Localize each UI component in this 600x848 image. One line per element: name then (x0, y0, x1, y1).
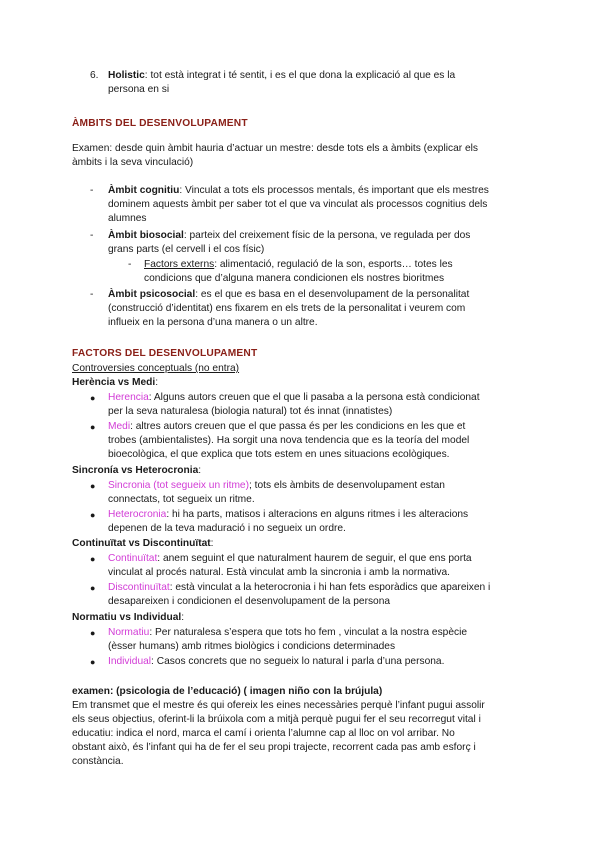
colon: : (155, 377, 159, 388)
discontinuitat-term: Discontinuïtat (108, 582, 170, 593)
herencia-term: Herencia (108, 392, 149, 403)
continuitat-title-text: Continuïtat vs Discontinuïtat (72, 538, 211, 549)
medi-term: Medi (108, 421, 131, 432)
heterocronia-item (108, 508, 528, 536)
medi-item (108, 420, 528, 462)
colon: : (181, 612, 185, 623)
individual-item (108, 655, 528, 669)
exam-answer-line-4: obstant això, és l’infant qui ha de fer el seu propi trajecte, recorrent cada pas amb esforç i (72, 742, 476, 753)
exam-answer-line-5: constància. (72, 756, 124, 767)
herencia-text-2: per la seva naturalesa (biologia natural) tot és innat (innatistes) (108, 406, 393, 417)
herencia-title-text: Herència vs Medi (72, 377, 156, 388)
ambit-cognitiu-text-3: alumnes (108, 213, 147, 224)
bullet-dot: ● (90, 510, 96, 520)
exam-note-ambits (72, 142, 528, 170)
ambit-cognitiu-text: : Vinculat a tots els processos mentals, és important que els mestres (179, 185, 489, 196)
exam-note-line-2: àmbits i la seva vinculació) (72, 157, 194, 168)
bullet-dot: ● (90, 583, 96, 593)
holistic-term: Holistic (108, 70, 145, 81)
ambit-psicosocial-term: Àmbit psicosocial (108, 289, 196, 300)
bullet-dot: ● (90, 628, 96, 638)
dash-bullet: - (90, 289, 94, 300)
ambit-cognitiu-text-2: dominem aquests àmbit per saber tot el que va vinculat als processos cognitius dels (108, 199, 488, 210)
sincronia-vs-heterocronia-title (72, 464, 528, 478)
sincronia-text-2: connectats, tot segueix un ritme. (108, 494, 255, 505)
sincronia-item (108, 479, 528, 507)
normatiu-vs-individual-title (72, 611, 528, 625)
exam-note-line-1: Examen: desde quin àmbit hauria d’actuar un mestre: desde tots els a àmbits (explicar els (72, 143, 479, 154)
ambit-biosocial (108, 229, 528, 257)
discontinuitat-text: : està vinculat a la heterocronia i hi han fets esporàdics que apareixen i (169, 582, 491, 593)
normatiu-text: : Per naturalesa s’espera que tots ho fem , vinculat a la nostra espècie (149, 627, 468, 638)
ambit-cognitiu-term: Àmbit cognitiu (108, 185, 180, 196)
ambit-psicosocial-text-3: influeix en la persona d’una manera o un altre. (108, 317, 318, 328)
continuitat-item (108, 552, 528, 580)
heterocronia-text-2: depenen de la teva maduració i no segueix un ordre. (108, 523, 346, 534)
continuitat-text-2: vinculat al procés natural. Està vinculat amb la sincronia i amb la normativa. (108, 567, 451, 578)
dash-bullet: - (90, 185, 94, 196)
ambit-psicosocial-text: : es el que es basa en el desenvolupament de la personalitat (195, 289, 470, 300)
section-heading-factors: FACTORS DEL DESENVOLUPAMENT (72, 348, 258, 359)
discontinuitat-item (108, 581, 528, 609)
herencia-item (108, 391, 528, 419)
continuitat-text: : anem seguint el que naturalment haurem de seguir, el que ens porta (157, 553, 472, 564)
colon: : (210, 538, 214, 549)
ambit-biosocial-text-2: grans parts (el cervell i el cos físic) (108, 244, 265, 255)
sincronia-text: ; tots els àmbits de desenvolupament estan (249, 480, 445, 491)
bullet-dot: ● (90, 554, 96, 564)
exam-answer-line-2: els seus objectius, oferint-li la brúixola com a mitjà perquè pugui fer el seu recorregut vital i (72, 714, 481, 725)
list-number: 6. (90, 70, 99, 81)
holistic-text: : tot està integrat i té sentit, i es el que dona la explicació al que es la (144, 70, 456, 81)
holistic-text-2: persona en si (108, 84, 170, 95)
sub-dash-bullet: - (128, 259, 132, 270)
normatiu-item (108, 626, 528, 654)
continuitat-vs-discontinuitat-title (72, 537, 528, 551)
exam-answer-line-1: Em transmet que el mestre és qui ofereix les eines necessàries perquè l’infant pugui assolir (72, 700, 485, 711)
normatiu-term: Normatiu (108, 627, 150, 638)
heterocronia-term: Heterocronia (108, 509, 167, 520)
individual-term: Individual (108, 656, 152, 667)
heterocronia-text: : hi ha parts, matisos i alteracions en alguns ritmes i les alteracions (166, 509, 469, 520)
exam-answer-line-3: educatiu: indica el nord, marca el camí i orienta l’alumne cap al lloc on vol arribar. No (72, 728, 455, 739)
sincronia-title-text: Sincronía vs Heterocronia (72, 465, 199, 476)
controversies-subtitle: Controversies conceptuals (no entra) (72, 363, 240, 374)
individual-text: : Casos concrets que no segueix lo natural i parla d’una persona. (151, 656, 445, 667)
continuitat-term: Continuïtat (108, 553, 158, 564)
ambit-biosocial-term: Àmbit biosocial (108, 230, 184, 241)
factors-externs (144, 258, 528, 286)
bullet-dot: ● (90, 481, 96, 491)
ambit-psicosocial (108, 288, 528, 330)
discontinuitat-text-2: desapareixen i condicionen el desenvolupament de la persona (108, 596, 391, 607)
medi-text-2: trobes (ambientalistes). Ha sorgit una nova tendencia que es la teoría del model (108, 435, 470, 446)
holistic-item (108, 69, 528, 97)
sincronia-term: Sincronia (tot segueix un ritme) (108, 480, 249, 491)
section-heading-ambits: ÀMBITS DEL DESENVOLUPAMENT (72, 118, 248, 129)
colon: : (198, 465, 202, 476)
dash-bullet: - (90, 230, 94, 241)
bullet-dot: ● (90, 657, 96, 667)
normatiu-title-text: Normatiu vs Individual (72, 612, 182, 623)
factors-externs-term: Factors externs (144, 259, 215, 270)
factors-externs-text-2: condicions que d’alguna manera condicionen els nostres bioritmes (144, 273, 445, 284)
exam-title-educacio: examen: (psicologia de l’educació) ( imagen niño con la brújula) (72, 686, 383, 697)
exam-answer-paragraph (72, 699, 528, 769)
bullet-dot: ● (90, 422, 96, 432)
ambit-biosocial-text: : parteix del creixement físic de la persona, ve regulada per dos (183, 230, 471, 241)
ambit-psicosocial-text-2: (construcció d’identitat) ens fixarem en els trets de la personalitat i veurem com (108, 303, 466, 314)
medi-text: : altres autors creuen que el que passa és per les condicions en les que et (130, 421, 466, 432)
medi-text-3: bioecològica, el que explica que tots estem en unes situacions ecològiques. (108, 449, 450, 460)
ambit-cognitiu (108, 184, 528, 226)
factors-externs-text: : alimentació, regulació de la son, esports… totes les (214, 259, 453, 270)
herencia-text: : Alguns autors creuen que el que li pasaba a la persona està condicionat (148, 392, 480, 403)
herencia-vs-medi-title (72, 376, 528, 390)
bullet-dot: ● (90, 393, 96, 403)
normatiu-text-2: (èsser humans) amb ritmes biològics i condicions determinades (108, 641, 396, 652)
